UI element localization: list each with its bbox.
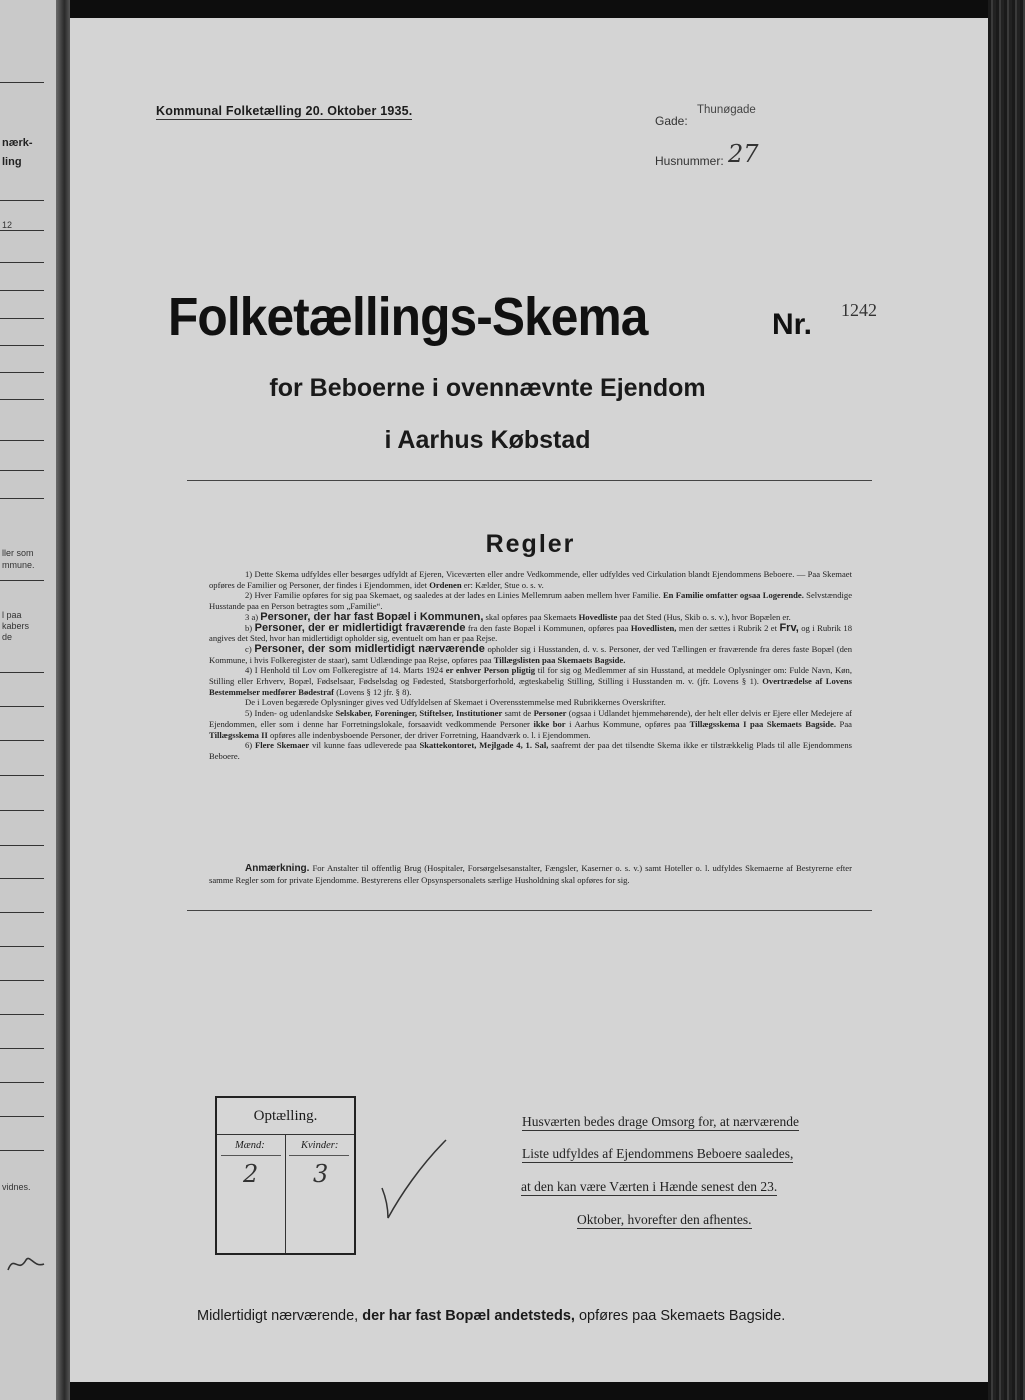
left-page-fragment: vidnes. [2,1182,31,1192]
notice-line: Liste udfyldes af Ejendommens Beboere saaledes, [522,1146,794,1161]
divider [0,878,44,879]
checkmark-icon [380,1136,450,1226]
men-count: 2 [243,1160,259,1188]
left-page-fragment: mmune. [2,560,35,570]
notice-line: at den kan være Værten i Hænde senest den 23. [521,1179,778,1194]
book-gutter [56,0,70,1400]
footer-instruction: Midlertidigt nærværende, der har fast Bopæl andetsteds, opføres paa Skemaets Bagside. [197,1308,786,1324]
handwritten-mark [4,1246,54,1276]
rules-heading: Regler [485,530,576,558]
house-number-value: 27 [728,140,759,168]
divider [0,82,44,83]
note-paragraph [209,863,852,885]
count-box [215,1096,356,1255]
rule-6: 6) Flere Skemaer vil kunne faas udleverede paa Skattekontoret, Mejlgade 4, 1. Sal, saafremt der paa det tilsendte Skema ikke er tilstrækkelig Plads til alle Ejendommens Beboere. [209,740,853,761]
rule-4-note: De i Loven begærede Oplysninger gives ved Udfyldelsen af Skemaet i Overensstemmelse med Rubrikkernes Overskrifter. [245,697,666,708]
divider [221,1155,281,1156]
divider [0,200,44,201]
divider [187,910,872,911]
divider [0,230,44,231]
divider [0,706,44,707]
rule-5: 5) Inden- og udenlandske Selskaber, Foreninger, Stiftelser, Institutioner samt de Personer (ogsaa i Udlandet hjemmehørende), der helt eller delvis er Ejere eller Medejere af Ejendommen, eller som i denne har Forretningslokale, forsaavidt vedkommende Personer ikke bor i Aarhus Kommune, opføres paa Tillægsskema I paa Skemaets Bagside. Paa Tillægsskema II opføres alle indenbysboende Personer, der driver Forretning, Haandværk o. l. i Ejendommen. [209,708,852,740]
divider [0,1150,44,1151]
divider [0,372,44,373]
divider [0,775,44,776]
men-label: Mænd: [235,1140,265,1151]
rule-3c: c) Personer, der som midlertidigt nærværende opholder sig i Husstanden, d. v. s. Personer, der ved Tællingen er fraværende fra deres faste Bopæl (den Kommune, i hvis Folkeregister de staar), samt Udlændinge paa Rejse, opføres paa Tillægslisten paa Skemaets Bagside. [209,642,853,665]
note-label: Anmærkning. [245,863,310,874]
form-title: Folketællings-Skema [168,287,648,347]
divider [0,498,44,499]
divider [0,740,44,741]
left-page-fragment: 12 [2,220,13,230]
divider [0,1116,44,1117]
divider [187,480,872,481]
divider [0,345,44,346]
divider [285,1135,286,1253]
census-form-page [70,18,995,1382]
divider [0,580,44,581]
divider [0,262,44,263]
left-page-fragment: ling [2,156,22,168]
count-box-title: Optælling. [217,1098,354,1135]
divider [0,672,44,673]
women-count: 3 [313,1160,329,1188]
form-number-label: Nr. [772,308,813,341]
form-subtitle-city: i Aarhus Købstad [384,426,591,454]
rule-4: 4) I Henhold til Lov om Folkeregistre af 14. Marts 1924 er enhver Person pligtig til for sig og Medlemmer af sin Husstand, at meddele Oplysninger om: Fulde Navn, Køn, Stilling eller Erhverv, Bopæl, Fødselsaar, Fødselsdag og Fødested, Statsborgerforhold, ægteskabelig Stilling, Stilling i Husstanden m. v. (jfr. Lovens § 1). Overtrædelse af Lovens Bestemmelser medfører Bødestraf (Lovens § 12 jfr. § 8). [209,665,852,697]
divider [0,1048,44,1049]
left-page-fragment: l paa [2,610,22,620]
divider [0,1014,44,1015]
left-page-fragment: kabers [2,621,30,631]
women-label: Kvinder: [301,1140,339,1151]
rule-3b: b) Personer, der er midlertidigt fraværende fra den faste Bopæl i Kommunen, opføres paa Hovedlisten, men der sættes i Rubrik 2 et Frv, og i Rubrik 18 angives det Sted, hvor han midlertidigt opholder sig, eventuelt om han er paa Rejse. [209,621,853,644]
house-number-label: Husnummer: [655,154,724,168]
census-header: Kommunal Folketælling 20. Oktober 1935. [156,104,413,118]
divider [0,946,44,947]
divider [0,912,44,913]
divider [0,845,44,846]
form-subtitle: for Beboerne i ovennævnte Ejendom [269,374,706,402]
notice-line: Oktober, hvorefter den afhentes. [577,1212,752,1227]
divider [0,290,44,291]
street-label: Gade: [655,114,688,128]
rule-2: 2) Hver Familie opføres for sig paa Skemaet, og saaledes at der lades en Linies Mellemrum aaben mellem hver Familie. En Familie omfatter ogsaa Logerende. Selvstændige Husstande paa en Person betragtes som „Familie“. [209,590,853,612]
street-value: Thunøgade [697,104,756,116]
left-page-fragment: nærk- [2,137,33,149]
form-number-value: 1242 [841,300,877,320]
left-page-fragment: ller som [2,548,34,558]
divider [0,318,44,319]
divider [0,470,44,471]
divider [0,1082,44,1083]
divider [0,980,44,981]
rule-1: 1) Dette Skema udfyldes eller besørges udfyldt af Ejeren, Viceværten eller andre Vedkommende, eller udfyldes ved Cirkulation blandt Ejendommens Beboere. — Paa Skemaet opføres de Familier og Personer, der findes i Ejendommen, idet Ordenen er: Kælder, Stue o. s. v. [209,569,852,590]
rules-text [209,569,852,762]
note-text: For Anstalter til offentlig Brug (Hospitaler, Forsørgelsesanstalter, Fængsler, Kaserner o. s. v.) samt Hoteller o. l. udfyldes Skemaerne af Bestyrerne efter samme Regler som for private Ejendomme. Bestyrerens eller Opsynspersonalets særlige Husholdning skal opføres for sig. [209,863,852,885]
divider [289,1155,349,1156]
rule-3a: 3 a) Personer, der har fast Bopæl i Kommunen, skal opføres paa Skemaets Hovedliste paa det Sted (Hus, Skib o. s. v.), hvor Bopælen er. [245,610,791,623]
notice-line: Husværten bedes drage Omsorg for, at nærværende [522,1114,800,1129]
divider [0,810,44,811]
page-stack-edge [988,0,1025,1400]
left-page-fragment: de [2,632,13,642]
left-page-strip [0,0,56,1400]
